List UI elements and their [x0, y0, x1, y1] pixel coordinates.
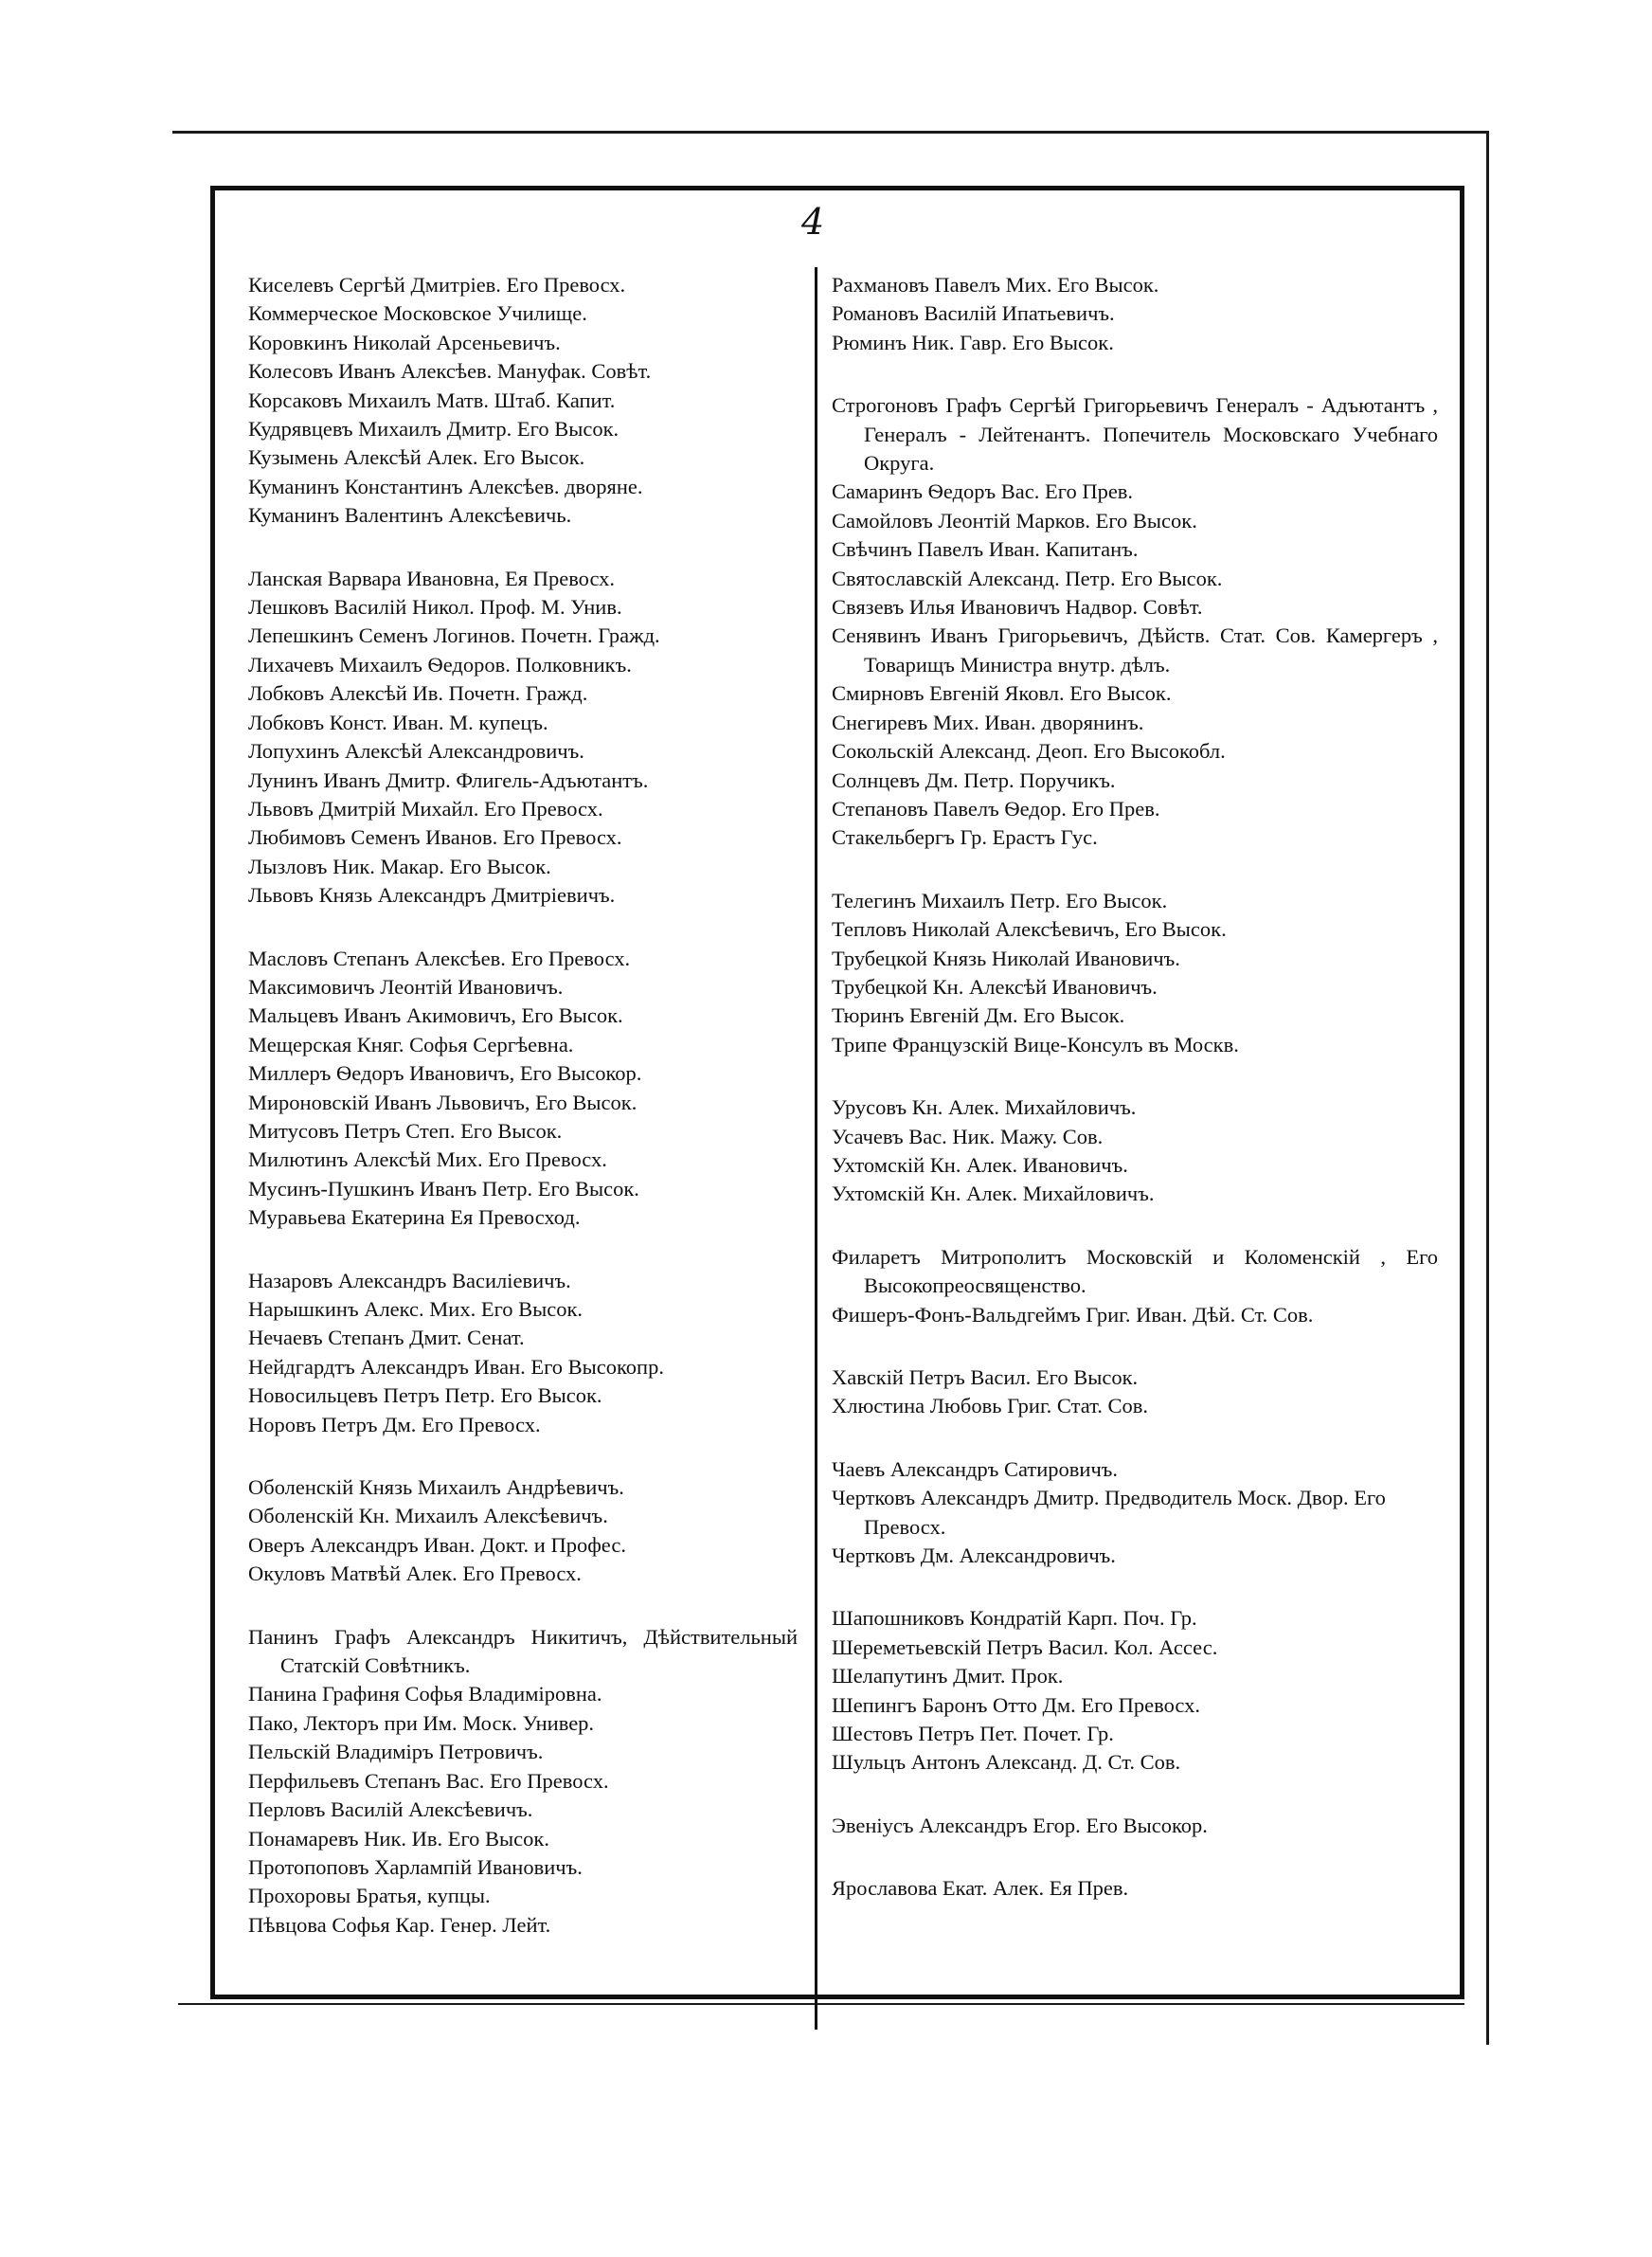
list-entry: Оболенскій Кн. Михаилъ Алексѣевичъ.: [248, 1504, 608, 1528]
list-entry: Новосильцевъ Петръ Петр. Его Высок.: [248, 1383, 602, 1408]
list-entry: Лобковъ Алексѣй Ив. Почетн. Гражд.: [248, 681, 588, 706]
list-entry: Корсаковъ Михаилъ Матв. Штаб. Капит.: [248, 388, 616, 412]
list-entry: Мальцевъ Иванъ Акимовичъ, Его Высок.: [248, 1003, 623, 1028]
list-entry: Самаринъ Ѳедоръ Вас. Его Прев.: [832, 479, 1134, 504]
list-entry: Миллеръ Ѳедоръ Ивановичъ, Его Высокор.: [248, 1061, 642, 1086]
group-spacer: [832, 1570, 1438, 1604]
list-entry: Ухтомскій Кн. Алек. Михайловичъ.: [832, 1182, 1155, 1206]
list-entry: Строгоновъ Графъ Сергѣй Григорьевичъ Генералъ - Адъютантъ , Генералъ - Лейтенантъ. Попечитель Московскаго Учебнаго Округа.: [832, 393, 1438, 476]
list-entry: Назаровъ Александръ Василіевичъ.: [248, 1268, 571, 1292]
list-entry: Протопоповъ Харлампій Ивановичъ.: [248, 1854, 583, 1879]
list-entry: Куманинъ Валентинъ Алексѣевичь.: [248, 503, 572, 528]
list-entry: Эвеніусъ Александръ Егор. Его Высокор.: [832, 1813, 1208, 1837]
list-entry: Куманинъ Константинъ Алексѣев. дворяне.: [248, 474, 643, 498]
list-entry: Киселевъ Сергѣй Дмитріев. Его Превосх.: [248, 273, 626, 297]
list-entry: Масловъ Степанъ Алексѣев. Его Превосх.: [248, 946, 631, 970]
list-entry: Лунинъ Иванъ Дмитр. Флигель-Адъютантъ.: [248, 767, 649, 792]
list-entry: Чаевъ Александръ Сатировичъ.: [832, 1456, 1119, 1481]
list-entry: Трипе Французскій Вице-Консулъ въ Москв.: [832, 1032, 1239, 1056]
group-spacer: [832, 1059, 1438, 1093]
list-entry: Лепешкинъ Семенъ Логинов. Почетн. Гражд.: [248, 623, 660, 648]
list-entry: Рахмановъ Павелъ Мих. Его Высок.: [832, 273, 1159, 297]
list-entry: Связевъ Илья Ивановичъ Надвор. Совѣт.: [832, 595, 1203, 620]
list-entry: Филаретъ Митрополитъ Московскій и Коломенскій , Его Высокопреосвященство.: [832, 1244, 1438, 1298]
group-spacer: [248, 1589, 798, 1623]
list-entry: Пельскій Владиміръ Петровичъ.: [248, 1740, 544, 1764]
column-divider: [815, 267, 817, 2030]
list-entry: Свѣчинъ Павелъ Иван. Капитанъ.: [832, 537, 1139, 562]
list-entry: Панинъ Графъ Александръ Никитичъ, Дѣйствительный Статскій Совѣтникъ.: [248, 1624, 798, 1678]
list-entry: Тепловъ Николай Алексѣевичъ, Его Высок.: [832, 917, 1227, 942]
list-entry: Лихачевъ Михаилъ Ѳедоров. Полковникъ.: [248, 652, 632, 677]
list-entry: Оболенскій Князь Михаилъ Андрѣевичъ.: [248, 1475, 624, 1500]
group-spacer: [832, 1778, 1438, 1812]
list-entry: Ухтомскій Кн. Алек. Ивановичъ.: [832, 1152, 1128, 1177]
list-entry: Митусовъ Петръ Степ. Его Высок.: [248, 1118, 563, 1143]
list-entry: Окуловъ Матвѣй Алек. Его Превосх.: [248, 1562, 582, 1586]
list-entry: Ярославова Екат. Алек. Ея Прев.: [832, 1876, 1129, 1901]
bottom-rule: [178, 2003, 1464, 2005]
list-entry: Шереметьевскій Петръ Васил. Кол. Ассес.: [832, 1634, 1218, 1659]
group-spacer: [832, 357, 1438, 391]
group-spacer: [248, 1439, 798, 1473]
list-entry: Понамаревъ Ник. Ив. Его Высок.: [248, 1826, 549, 1851]
list-entry: Панина Графиня Софья Владиміровна.: [248, 1682, 602, 1706]
list-entry: Кузымень Алексѣй Алек. Его Высок.: [248, 445, 585, 470]
list-entry: Ланская Варвара Ивановна, Ея Превосх.: [248, 566, 616, 590]
list-entry: Прохоровы Братья, купцы.: [248, 1884, 491, 1908]
list-entry: Мироновскій Иванъ Львовичъ, Его Высок.: [248, 1090, 637, 1114]
list-entry: Хлюстина Любовь Григ. Стат. Сов.: [832, 1394, 1149, 1418]
list-entry: Самойловъ Леонтій Марков. Его Высок.: [832, 508, 1197, 533]
list-entry: Пако, Лекторъ при Им. Моск. Универ.: [248, 1710, 595, 1735]
list-entry: Перфильевъ Степанъ Вас. Его Превосх.: [248, 1768, 609, 1793]
list-entry: Кудрявцевъ Михаилъ Дмитр. Его Высок.: [248, 417, 620, 442]
list-entry: Хавскій Петръ Васил. Его Высок.: [832, 1365, 1139, 1389]
list-entry: Шестовъ Петръ Пет. Почет. Гр.: [832, 1722, 1114, 1746]
group-spacer: [832, 853, 1438, 887]
list-entry: Урусовъ Кн. Алек. Михайловичъ.: [832, 1095, 1137, 1120]
group-spacer: [832, 1421, 1438, 1455]
list-entry: Мещерская Княг. Софья Сергѣевна.: [248, 1032, 574, 1056]
right-column: [832, 271, 1438, 1904]
list-entry: Нечаевъ Степанъ Дмит. Сенат.: [248, 1326, 525, 1350]
list-entry: Рюминъ Ник. Гавр. Его Высок.: [832, 330, 1114, 354]
list-entry: Снегиревъ Мих. Иван. дворянинъ.: [832, 710, 1144, 734]
list-entry: Лопухинъ Алексѣй Александровичъ.: [248, 739, 584, 764]
list-entry: Романовъ Василій Ипатьевичъ.: [832, 301, 1115, 326]
list-entry: Перловъ Василій Алексѣевичъ.: [248, 1797, 533, 1822]
list-entry: Львовъ Дмитрій Михайл. Его Превосх.: [248, 796, 603, 821]
list-entry: Смирновъ Евгеній Яковл. Его Высок.: [832, 681, 1172, 706]
list-entry: Чертковъ Дм. Александровичъ.: [832, 1544, 1116, 1568]
list-entry: Чертковъ Александръ Дмитр. Предводитель Моск. Двор. Его Превосх.: [832, 1486, 1386, 1539]
list-entry: Нарышкинъ Алекс. Мих. Его Высок.: [248, 1297, 584, 1321]
list-entry: Трубецкой Князь Николай Ивановичъ.: [832, 946, 1180, 970]
group-spacer: [832, 1840, 1438, 1874]
list-entry: Солнцевъ Дм. Петр. Поручикъ.: [832, 767, 1116, 792]
list-entry: Пѣвцова Софья Кар. Генер. Лейт.: [248, 1912, 551, 1937]
list-entry: Сенявинъ Иванъ Григорьевичъ, Дѣйств. Стат. Сов. Камергеръ , Товарищъ Министра внутр. дѣлъ.: [832, 623, 1438, 677]
list-entry: Коммерческое Московское Училище.: [248, 301, 587, 326]
group-spacer: [832, 1209, 1438, 1243]
list-entry: Трубецкой Кн. Алексѣй Ивановичъ.: [832, 974, 1158, 999]
list-entry: Стакельбергъ Гр. Ерастъ Гус.: [832, 825, 1098, 850]
list-entry: Любимовъ Семенъ Иванов. Его Превосх.: [248, 825, 622, 850]
list-entry: Колесовъ Иванъ Алексѣев. Мануфак. Совѣт.: [248, 359, 652, 384]
page-number: 4: [801, 201, 825, 243]
group-spacer: [248, 1233, 798, 1267]
list-entry: Лобковъ Конст. Иван. М. купецъ.: [248, 710, 548, 734]
group-spacer: [248, 531, 798, 565]
list-entry: Львовъ Князь Александръ Дмитріевичъ.: [248, 883, 616, 908]
list-entry: Муравьева Екатерина Ея Превосход.: [248, 1205, 581, 1230]
left-column: [248, 271, 798, 1940]
list-entry: Лызловъ Ник. Макар. Его Высок.: [248, 854, 551, 878]
group-spacer: [248, 911, 798, 945]
list-entry: Коровкинъ Николай Арсеньевичъ.: [248, 330, 561, 354]
list-entry: Усачевъ Вас. Ник. Мажу. Сов.: [832, 1124, 1104, 1148]
list-entry: Максимовичъ Леонтій Ивановичъ.: [248, 974, 564, 999]
list-entry: Телегинъ Михаилъ Петр. Его Высок.: [832, 888, 1168, 912]
list-entry: Святославскій Александ. Петр. Его Высок.: [832, 566, 1223, 590]
group-spacer: [832, 1329, 1438, 1363]
list-entry: Милютинъ Алексѣй Мих. Его Превосх.: [248, 1147, 607, 1172]
list-entry: Шелапутинъ Дмит. Прок.: [832, 1664, 1064, 1688]
list-entry: Сокольскій Александ. Деоп. Его Высокобл.: [832, 739, 1226, 764]
list-entry: Фишеръ-Фонъ-Вальдгеймъ Григ. Иван. Дѣй. Ст. Сов.: [832, 1302, 1314, 1327]
list-entry: Тюринъ Евгеній Дм. Его Высок.: [832, 1003, 1125, 1028]
list-entry: Шапошниковъ Кондратій Карп. Поч. Гр.: [832, 1606, 1197, 1631]
list-entry: Оверъ Александръ Иван. Докт. и Профес.: [248, 1532, 626, 1557]
list-entry: Степановъ Павелъ Ѳедор. Его Прев.: [832, 796, 1160, 821]
list-entry: Лешковъ Василій Никол. Проф. М. Унив.: [248, 595, 622, 620]
list-entry: Мусинъ-Пушкинъ Иванъ Петр. Его Высок.: [248, 1176, 639, 1201]
list-entry: Шульцъ Антонъ Александ. Д. Ст. Сов.: [832, 1750, 1181, 1775]
list-entry: Норовъ Петръ Дм. Его Превосх.: [248, 1412, 541, 1436]
list-entry: Шепингъ Баронъ Отто Дм. Его Превосх.: [832, 1692, 1200, 1717]
list-entry: Нейдгардтъ Александръ Иван. Его Высокопр.: [248, 1354, 664, 1379]
